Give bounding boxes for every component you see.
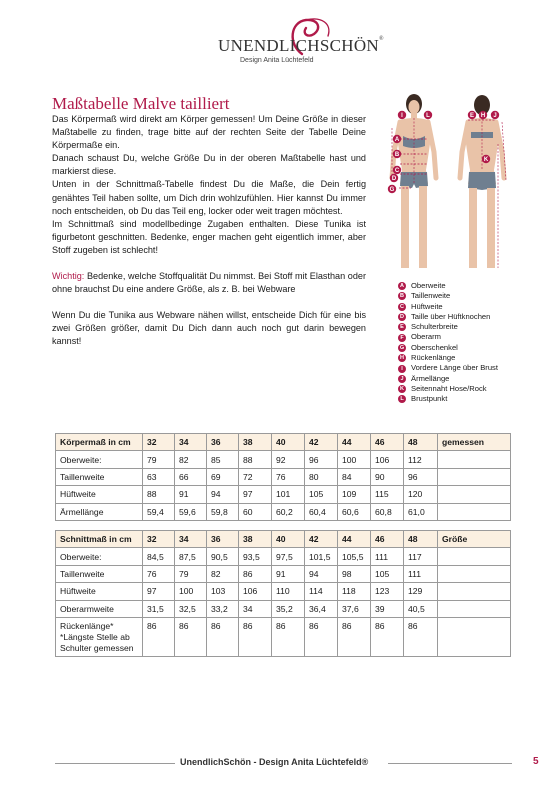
legend-letter: D <box>398 313 406 321</box>
table-header-row <box>56 434 511 451</box>
table-cell: 80 <box>305 468 338 485</box>
legend-item <box>398 291 498 301</box>
table-cell: 97 <box>143 583 175 600</box>
marker-letter: J <box>493 113 497 119</box>
legend-label: Taillenweite <box>411 291 451 301</box>
table-cell: 106 <box>371 451 404 468</box>
marker-letter: A <box>394 137 400 143</box>
table-cell: 82 <box>207 565 239 582</box>
table-cell: 91 <box>272 565 305 582</box>
table-cell: 86 <box>143 617 175 656</box>
table-row <box>56 451 511 468</box>
legend-label: Seitennaht Hose/Rock <box>411 383 487 393</box>
legend-letter: J <box>398 375 406 383</box>
table-header-cell: Körpermaß in cm <box>56 434 143 451</box>
entry-cell[interactable] <box>438 451 511 468</box>
table-header-row <box>56 531 511 548</box>
legend-item <box>398 322 498 332</box>
entry-cell[interactable] <box>438 617 511 656</box>
table-cell: 33,2 <box>207 600 239 617</box>
table-cell: 76 <box>143 565 175 582</box>
footer-rule <box>55 763 175 764</box>
pattern-measurement-table <box>55 530 511 657</box>
footer-text: UnendlichSchön - Design Anita Lüchtefeld® <box>180 757 369 767</box>
table-header-cell: 40 <box>272 531 305 548</box>
table-row <box>56 548 511 565</box>
legend-letter: A <box>398 282 406 290</box>
row-label-line: Schulter gemessen <box>60 642 134 653</box>
table-cell: 59,6 <box>175 503 207 520</box>
legend-label: Ärmellänge <box>411 373 450 383</box>
table-header-cell: 46 <box>371 531 404 548</box>
legend-letter: K <box>398 385 406 393</box>
table-row <box>56 468 511 485</box>
table-cell: 61,0 <box>404 503 438 520</box>
table-cell: 86 <box>272 617 305 656</box>
legend-item <box>398 281 498 291</box>
warning-paragraph <box>52 270 366 296</box>
table-cell: 90,5 <box>207 548 239 565</box>
entry-cell[interactable] <box>438 486 511 503</box>
table-cell: 96 <box>305 451 338 468</box>
table-cell: 97 <box>239 486 272 503</box>
table-cell: 32,5 <box>175 600 207 617</box>
measurement-legend <box>398 281 498 405</box>
table-cell: 79 <box>143 451 175 468</box>
table-cell: 103 <box>207 583 239 600</box>
table-header-cell: 32 <box>143 434 175 451</box>
entry-cell[interactable] <box>438 468 511 485</box>
table-row <box>56 503 511 520</box>
table-cell: 114 <box>305 583 338 600</box>
table-cell: 115 <box>371 486 404 503</box>
table-cell: 66 <box>175 468 207 485</box>
table-cell: 90 <box>371 468 404 485</box>
row-label: Hüftweite <box>56 583 143 600</box>
legend-label: Oberschenkel <box>411 342 458 352</box>
table-cell: 111 <box>371 548 404 565</box>
table-row <box>56 617 511 656</box>
body-measurement-figure <box>372 92 522 278</box>
table-cell: 92 <box>272 451 305 468</box>
legend-item <box>398 343 498 353</box>
table-header-cell: 42 <box>305 434 338 451</box>
table-cell: 60,8 <box>371 503 404 520</box>
entry-cell[interactable] <box>438 565 511 582</box>
table-cell: 111 <box>404 565 438 582</box>
table-header-cell: 48 <box>404 531 438 548</box>
back-figure <box>460 95 506 268</box>
table-cell: 79 <box>175 565 207 582</box>
table-header-cell: 44 <box>338 434 371 451</box>
marker-letter: C <box>394 168 400 174</box>
table-cell: 60,4 <box>305 503 338 520</box>
page-number: 5 <box>533 756 539 767</box>
legend-letter: B <box>398 292 406 300</box>
legend-label: Oberweite <box>411 281 446 290</box>
table-cell: 105,5 <box>338 548 371 565</box>
table-header-cell: 44 <box>338 531 371 548</box>
legend-item <box>398 394 498 404</box>
table-cell: 86 <box>239 617 272 656</box>
table-cell: 60,6 <box>338 503 371 520</box>
entry-cell[interactable] <box>438 548 511 565</box>
row-label-line: Rückenlänge* <box>60 620 114 631</box>
table-row <box>56 565 511 582</box>
table-cell: 117 <box>404 548 438 565</box>
page-title: Maßtabelle Malve tailliert <box>52 94 230 113</box>
table-cell: 84,5 <box>143 548 175 565</box>
table-row <box>56 583 511 600</box>
table-cell: 60 <box>239 503 272 520</box>
table-cell: 35,2 <box>272 600 305 617</box>
legend-label: Taille über Hüftknochen <box>411 311 491 321</box>
table-row <box>56 600 511 617</box>
legend-letter: H <box>398 354 406 362</box>
table-cell: 59,8 <box>207 503 239 520</box>
table-cell: 60,2 <box>272 503 305 520</box>
logo-reg: ® <box>378 36 384 42</box>
row-label: Hüftweite <box>56 486 143 503</box>
table-cell: 63 <box>143 468 175 485</box>
table-header-cell: 34 <box>175 434 207 451</box>
table-cell: 31,5 <box>143 600 175 617</box>
legend-item <box>398 353 498 363</box>
table-cell: 109 <box>338 486 371 503</box>
table-cell: 98 <box>338 565 371 582</box>
table-header-cell: Größe <box>438 531 511 548</box>
warning-text: Bedenke, welche Stoffqualität Du nimmst. Bei Stoff mit Elasthan oder ohne brauchst Du eine andere Größe, als z. B. bei Webware <box>52 271 366 295</box>
legend-label: Oberarm <box>411 332 441 342</box>
table-cell: 86 <box>338 617 371 656</box>
table-cell: 94 <box>207 486 239 503</box>
table-header-cell: 40 <box>272 434 305 451</box>
marker-letter: G <box>389 187 395 193</box>
legend-letter: F <box>398 334 406 342</box>
row-label: Oberweite: <box>56 548 143 565</box>
row-label: Ärmellänge <box>56 503 143 520</box>
row-label: Oberweite: <box>56 451 143 468</box>
legend-item <box>398 312 498 322</box>
row-label: Taillenweite <box>56 565 143 582</box>
table-cell: 40,5 <box>404 600 438 617</box>
legend-item <box>398 332 498 342</box>
intro-paragraph: Das Körpermaß wird direkt am Körper gemessen! Um Deine Größe in dieser Maßtabelle zu finden, trage bitte auf der rechten Seite der Tabelle Deine Körpermaße ein. <box>52 114 366 151</box>
legend-letter: G <box>399 344 405 351</box>
table-cell: 72 <box>239 468 272 485</box>
table-cell: 37,6 <box>338 600 371 617</box>
table-header-cell: 42 <box>305 531 338 548</box>
table-cell: 96 <box>404 468 438 485</box>
marker-letter: D <box>391 176 397 182</box>
table-header-cell: 34 <box>175 531 207 548</box>
table-cell: 69 <box>207 468 239 485</box>
intro-text <box>52 113 366 349</box>
table-cell: 101,5 <box>305 548 338 565</box>
table-cell: 123 <box>371 583 404 600</box>
logo-wordmark: UNENDLICHSCHÖN <box>218 36 379 55</box>
row-label-line: *Längste Stelle ab <box>60 631 130 642</box>
table-cell: 86 <box>207 617 239 656</box>
table-cell: 85 <box>207 451 239 468</box>
marker-letter: I <box>401 113 403 119</box>
table-cell: 86 <box>305 617 338 656</box>
marker-letter: K <box>483 157 489 163</box>
table-header-cell: 36 <box>207 434 239 451</box>
legend-label: Rückenlänge <box>411 353 456 363</box>
table-header-cell: 38 <box>239 434 272 451</box>
table-cell: 112 <box>404 451 438 468</box>
row-label <box>56 617 143 656</box>
table-cell: 59,4 <box>143 503 175 520</box>
table-cell: 97,5 <box>272 548 305 565</box>
intro-paragraph: Wenn Du die Tunika aus Webware nähen willst, entscheide Dich für eine bis zwei Größen größer, damit Du Dich dann auch noch gut darin bewegen kannst! <box>52 310 366 347</box>
table-cell: 100 <box>338 451 371 468</box>
legend-label: Vordere Länge über Brust <box>411 363 498 373</box>
warning-label: Wichtig: <box>52 271 85 282</box>
table-cell: 105 <box>305 486 338 503</box>
footer-rule <box>388 763 512 764</box>
table-cell: 36,4 <box>305 600 338 617</box>
table-cell: 87,5 <box>175 548 207 565</box>
intro-paragraph: Unten in der Schnittmaß-Tabelle findest Du die Maße, die Dein fertig genähtes Teil haben sollte, um Dich drin wohlzufühlen. Hier kannst Du immer noch entscheiden, ob Du das Teil eng, locker oder weit tragen möchtest. <box>52 179 366 216</box>
entry-cell[interactable] <box>438 503 511 520</box>
table-cell: 91 <box>175 486 207 503</box>
marker-letter: H <box>480 113 486 119</box>
entry-cell[interactable] <box>438 600 511 617</box>
brand-logo <box>210 14 384 74</box>
legend-label: Hüftweite <box>411 301 443 311</box>
table-row <box>56 486 511 503</box>
table-header-cell: 48 <box>404 434 438 451</box>
table-cell: 86 <box>371 617 404 656</box>
marker-letter: L <box>426 113 430 119</box>
legend-item <box>398 302 498 312</box>
table-cell: 101 <box>272 486 305 503</box>
row-label: Taillenweite <box>56 468 143 485</box>
table-header-cell: gemessen <box>438 434 511 451</box>
table-cell: 39 <box>371 600 404 617</box>
row-label: Oberarmweite <box>56 600 143 617</box>
table-cell: 100 <box>175 583 207 600</box>
table-cell: 105 <box>371 565 404 582</box>
legend-letter: E <box>398 323 406 331</box>
intro-paragraph: Danach schaust Du, welche Größe Du in der oberen Maßtabelle hast und markierst diese. <box>52 153 366 177</box>
legend-letter: I <box>398 365 406 373</box>
table-header-cell: Schnittmaß in cm <box>56 531 143 548</box>
table-cell: 110 <box>272 583 305 600</box>
table-cell: 129 <box>404 583 438 600</box>
intro-paragraph: Im Schnittmaß sind modellbedinge Zugaben enthalten. Diese Tunika ist figurbetont geschnitten. Bedenke, enger machen geht eigentlich immer, aber Stoff zugeben ist schlecht! <box>52 218 366 255</box>
body-measurement-table <box>55 433 511 521</box>
table-cell: 88 <box>143 486 175 503</box>
table-cell: 76 <box>272 468 305 485</box>
table-cell: 118 <box>338 583 371 600</box>
table-cell: 88 <box>239 451 272 468</box>
table-cell: 34 <box>239 600 272 617</box>
entry-cell[interactable] <box>438 583 511 600</box>
legend-item <box>398 384 498 394</box>
table-cell: 106 <box>239 583 272 600</box>
table-header-cell: 38 <box>239 531 272 548</box>
table-cell: 84 <box>338 468 371 485</box>
front-figure <box>389 94 436 268</box>
legend-label: Schulterbreite <box>411 322 458 332</box>
table-cell: 82 <box>175 451 207 468</box>
legend-letter: L <box>398 395 406 403</box>
legend-label: Brustpunkt <box>411 394 448 404</box>
marker-letter: B <box>394 152 400 158</box>
table-cell: 86 <box>239 565 272 582</box>
table-cell: 86 <box>404 617 438 656</box>
table-cell: 93,5 <box>239 548 272 565</box>
table-header-cell: 32 <box>143 531 175 548</box>
table-header-cell: 36 <box>207 531 239 548</box>
logo-subtitle: Design Anita Lüchtefeld <box>240 57 314 64</box>
legend-item <box>398 363 498 373</box>
table-header-cell: 46 <box>371 434 404 451</box>
legend-letter: C <box>398 303 406 311</box>
table-cell: 94 <box>305 565 338 582</box>
marker-letter: E <box>469 113 475 119</box>
table-cell: 86 <box>175 617 207 656</box>
table-cell: 120 <box>404 486 438 503</box>
legend-item <box>398 374 498 384</box>
